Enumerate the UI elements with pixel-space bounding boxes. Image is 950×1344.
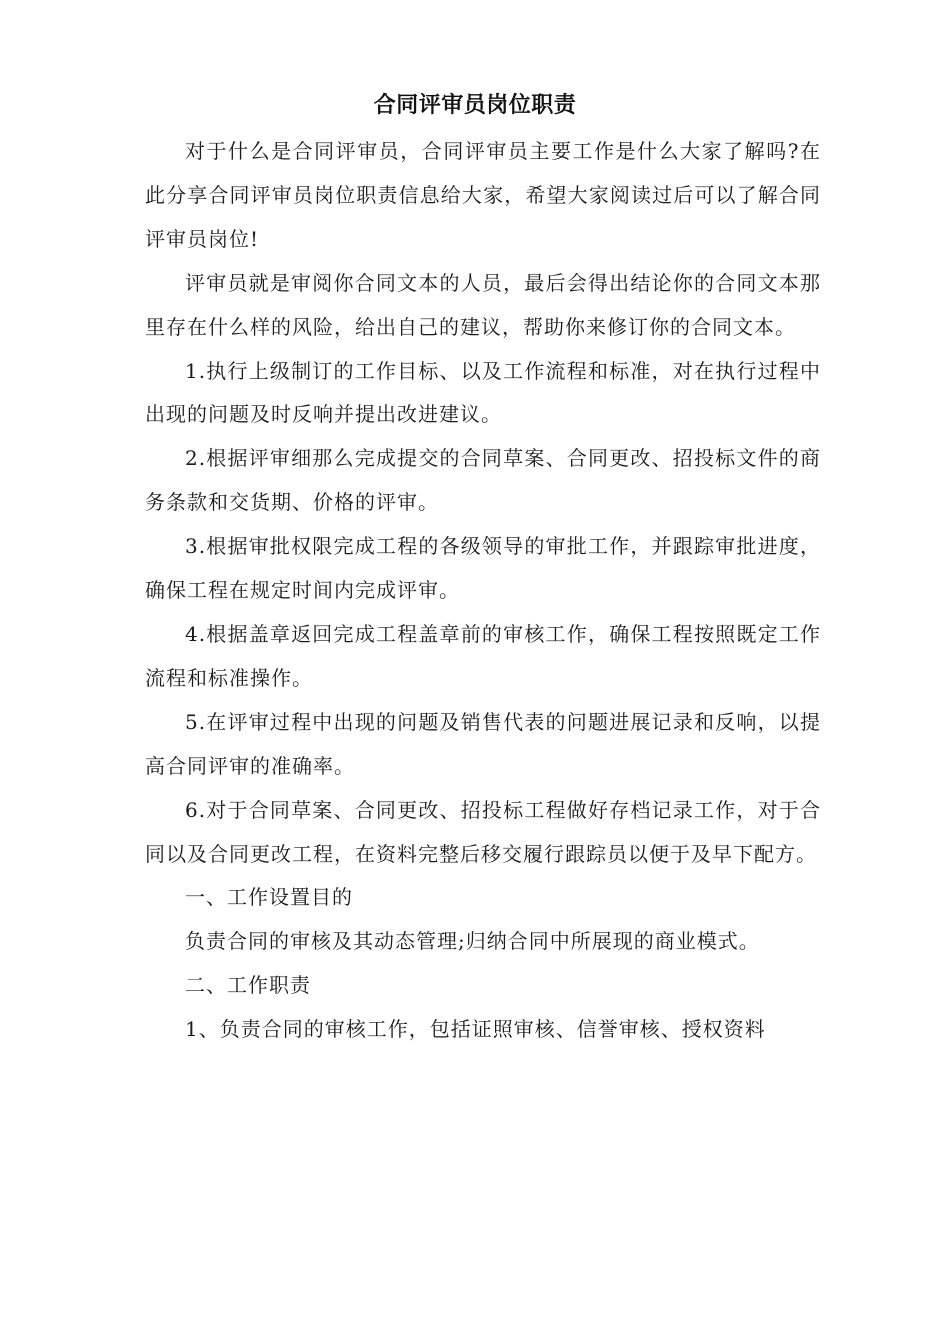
section-heading-duties: 二、工作职责 bbox=[185, 973, 311, 998]
paragraph-item-5: 5.在评审过程中出现的问题及销售代表的问题进展记录和反响，以提高合同评审的准确率。 bbox=[145, 709, 821, 778]
section-heading-purpose: 一、工作设置目的 bbox=[185, 885, 353, 910]
document-body bbox=[145, 130, 821, 1052]
paragraph-purpose: 负责合同的审核及其动态管理;归纳合同中所展现的商业模式。 bbox=[185, 929, 760, 954]
paragraph-item-1: 1.执行上级制订的工作目标、以及工作流程和标准，对在执行过程中出现的问题及时反响并提出改进建议。 bbox=[145, 358, 821, 427]
paragraph-duty-1: 1、负责合同的审核工作，包括证照审核、信誉审核、授权资料 bbox=[185, 1017, 766, 1042]
paragraph-item-6: 6.对于合同草案、合同更改、招投标工程做好存档记录工作，对于合同以及合同更改工程，在资料完整后移交履行跟踪员以便于及早下配方。 bbox=[145, 797, 821, 866]
paragraph-intro: 对于什么是合同评审员，合同评审员主要工作是什么大家了解吗?在此分享合同评审员岗位职责信息给大家，希望大家阅读过后可以了解合同评审员岗位! bbox=[145, 139, 821, 251]
paragraph-item-4: 4.根据盖章返回完成工程盖章前的审核工作，确保工程按照既定工作流程和标准操作。 bbox=[145, 621, 821, 690]
paragraph-item-3: 3.根据审批权限完成工程的各级领导的审批工作，并跟踪审批进度，确保工程在规定时间内完成评审。 bbox=[145, 534, 821, 603]
paragraph-definition: 评审员就是审阅你合同文本的人员，最后会得出结论你的合同文本那里存在什么样的风险，给出自己的建议，帮助你来修订你的合同文本。 bbox=[145, 270, 821, 339]
paragraph-item-2: 2.根据评审细那么完成提交的合同草案、合同更改、招投标文件的商务条款和交货期、价格的评审。 bbox=[145, 446, 821, 515]
document-title: 合同评审员岗位职责 bbox=[373, 93, 577, 118]
